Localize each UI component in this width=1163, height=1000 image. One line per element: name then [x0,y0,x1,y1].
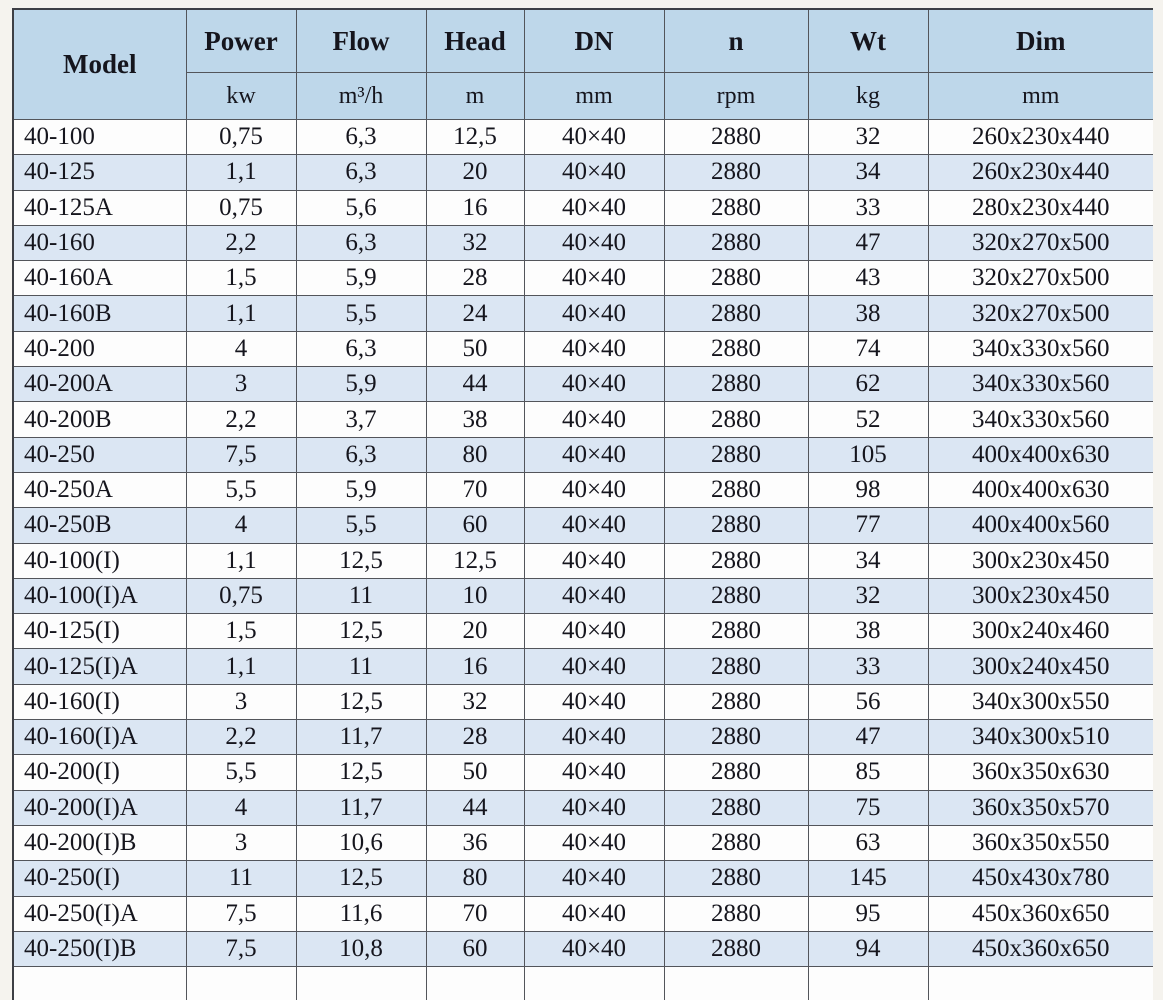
table-row [13,720,1153,755]
table-row [13,508,1153,543]
table-row [13,755,1153,790]
table-row [13,225,1153,260]
table-row [13,578,1153,613]
cell-dn: 40×40 [524,684,664,719]
cell-flow: 5,9 [296,472,426,507]
cell-power: 1,1 [186,155,296,190]
cell-flow: 5,5 [296,296,426,331]
cell-head: 32 [426,684,524,719]
cell-head: 70 [426,472,524,507]
table-row [13,296,1153,331]
cell-dim: 300x230x450 [928,543,1153,578]
cell-dn: 40×40 [524,931,664,966]
cell-model: 40-200 [13,331,186,366]
cell-wt: 43 [808,261,928,296]
empty-cell [664,967,808,1000]
cell-flow: 5,9 [296,367,426,402]
cell-n: 2880 [664,367,808,402]
cell-dim: 280x230x440 [928,190,1153,225]
empty-cell [13,967,186,1000]
cell-n: 2880 [664,684,808,719]
cell-head: 12,5 [426,543,524,578]
cell-n: 2880 [664,472,808,507]
table-row [13,402,1153,437]
cell-n: 2880 [664,790,808,825]
cell-power: 3 [186,684,296,719]
cell-model: 40-200B [13,402,186,437]
cell-head: 80 [426,437,524,472]
cell-model: 40-100(I)A [13,578,186,613]
cell-model: 40-200A [13,367,186,402]
partial-row [13,967,1153,1000]
cell-wt: 56 [808,684,928,719]
column-unit-dim: mm [928,73,1153,120]
cell-dim: 450x430x780 [928,861,1153,896]
cell-wt: 47 [808,720,928,755]
table-row [13,331,1153,366]
cell-dim: 260x230x440 [928,155,1153,190]
cell-dn: 40×40 [524,472,664,507]
cell-dim: 340x330x560 [928,367,1153,402]
cell-dim: 400x400x630 [928,437,1153,472]
column-unit-head: m [426,73,524,120]
cell-power: 1,1 [186,649,296,684]
cell-head: 50 [426,331,524,366]
table-row [13,367,1153,402]
cell-head: 16 [426,649,524,684]
table-row [13,437,1153,472]
cell-wt: 32 [808,578,928,613]
cell-flow: 3,7 [296,402,426,437]
cell-n: 2880 [664,825,808,860]
cell-power: 3 [186,367,296,402]
empty-cell [928,967,1153,1000]
cell-n: 2880 [664,225,808,260]
table-body [13,120,1153,1000]
cell-power: 7,5 [186,896,296,931]
cell-power: 2,2 [186,720,296,755]
cell-model: 40-160A [13,261,186,296]
cell-dn: 40×40 [524,861,664,896]
cell-model: 40-125A [13,190,186,225]
cell-flow: 11,7 [296,790,426,825]
cell-dim: 300x240x460 [928,614,1153,649]
cell-dim: 450x360x650 [928,931,1153,966]
cell-n: 2880 [664,296,808,331]
cell-wt: 52 [808,402,928,437]
table-row [13,155,1153,190]
cell-power: 7,5 [186,437,296,472]
table-row [13,825,1153,860]
cell-wt: 34 [808,155,928,190]
empty-cell [808,967,928,1000]
cell-power: 2,2 [186,225,296,260]
cell-flow: 11,7 [296,720,426,755]
cell-flow: 11 [296,578,426,613]
cell-head: 36 [426,825,524,860]
cell-model: 40-200(I)B [13,825,186,860]
table-row [13,190,1153,225]
cell-head: 50 [426,755,524,790]
cell-dim: 320x270x500 [928,225,1153,260]
cell-dn: 40×40 [524,896,664,931]
cell-dn: 40×40 [524,543,664,578]
cell-n: 2880 [664,931,808,966]
cell-dn: 40×40 [524,155,664,190]
cell-model: 40-250(I)A [13,896,186,931]
table-row [13,931,1153,966]
cell-n: 2880 [664,614,808,649]
cell-wt: 75 [808,790,928,825]
cell-n: 2880 [664,261,808,296]
cell-model: 40-125 [13,155,186,190]
cell-power: 0,75 [186,578,296,613]
table-row [13,896,1153,931]
cell-n: 2880 [664,155,808,190]
cell-power: 1,1 [186,543,296,578]
cell-head: 60 [426,931,524,966]
cell-head: 28 [426,720,524,755]
cell-wt: 34 [808,543,928,578]
cell-head: 20 [426,155,524,190]
cell-dn: 40×40 [524,649,664,684]
table-row [13,614,1153,649]
cell-model: 40-160(I)A [13,720,186,755]
cell-dn: 40×40 [524,120,664,155]
cell-wt: 95 [808,896,928,931]
column-unit-wt: kg [808,73,928,120]
cell-n: 2880 [664,720,808,755]
pump-spec-table-container [12,8,1153,1000]
cell-model: 40-125(I) [13,614,186,649]
cell-model: 40-250(I)B [13,931,186,966]
cell-model: 40-250 [13,437,186,472]
cell-dn: 40×40 [524,402,664,437]
cell-dn: 40×40 [524,508,664,543]
column-unit-power: kw [186,73,296,120]
cell-wt: 33 [808,190,928,225]
cell-model: 40-250A [13,472,186,507]
column-header-flow: Flow [296,9,426,73]
cell-n: 2880 [664,190,808,225]
cell-n: 2880 [664,331,808,366]
cell-wt: 38 [808,614,928,649]
cell-n: 2880 [664,402,808,437]
cell-dim: 450x360x650 [928,896,1153,931]
cell-power: 1,5 [186,614,296,649]
table-row [13,861,1153,896]
column-header-model: Model [13,9,186,120]
cell-dn: 40×40 [524,755,664,790]
cell-wt: 77 [808,508,928,543]
cell-model: 40-160(I) [13,684,186,719]
cell-model: 40-200(I) [13,755,186,790]
cell-flow: 11,6 [296,896,426,931]
cell-dn: 40×40 [524,296,664,331]
cell-flow: 6,3 [296,120,426,155]
table-row [13,543,1153,578]
cell-head: 12,5 [426,120,524,155]
cell-model: 40-250B [13,508,186,543]
column-unit-flow: m³/h [296,73,426,120]
table-row [13,120,1153,155]
cell-head: 16 [426,190,524,225]
cell-dim: 320x270x500 [928,296,1153,331]
cell-flow: 12,5 [296,755,426,790]
cell-power: 1,1 [186,296,296,331]
cell-flow: 12,5 [296,614,426,649]
cell-n: 2880 [664,120,808,155]
cell-head: 28 [426,261,524,296]
cell-n: 2880 [664,649,808,684]
cell-wt: 33 [808,649,928,684]
cell-dim: 320x270x500 [928,261,1153,296]
cell-dim: 400x400x560 [928,508,1153,543]
cell-power: 11 [186,861,296,896]
cell-dn: 40×40 [524,331,664,366]
cell-dim: 340x300x510 [928,720,1153,755]
cell-power: 4 [186,790,296,825]
cell-flow: 5,5 [296,508,426,543]
cell-n: 2880 [664,578,808,613]
cell-head: 44 [426,367,524,402]
cell-wt: 63 [808,825,928,860]
cell-wt: 94 [808,931,928,966]
cell-wt: 47 [808,225,928,260]
column-unit-n: rpm [664,73,808,120]
column-header-head: Head [426,9,524,73]
cell-dim: 400x400x630 [928,472,1153,507]
cell-n: 2880 [664,861,808,896]
cell-dn: 40×40 [524,578,664,613]
cell-dn: 40×40 [524,261,664,296]
cell-model: 40-100(I) [13,543,186,578]
table-row [13,261,1153,296]
cell-dim: 260x230x440 [928,120,1153,155]
cell-model: 40-160B [13,296,186,331]
cell-wt: 32 [808,120,928,155]
cell-wt: 105 [808,437,928,472]
table-row [13,790,1153,825]
cell-wt: 38 [808,296,928,331]
pump-spec-table [12,8,1153,1000]
cell-dn: 40×40 [524,190,664,225]
empty-cell [426,967,524,1000]
cell-model: 40-200(I)A [13,790,186,825]
cell-dim: 300x230x450 [928,578,1153,613]
cell-dn: 40×40 [524,790,664,825]
cell-dim: 360x350x630 [928,755,1153,790]
cell-head: 38 [426,402,524,437]
cell-power: 4 [186,508,296,543]
cell-wt: 62 [808,367,928,402]
cell-power: 1,5 [186,261,296,296]
cell-head: 80 [426,861,524,896]
cell-power: 4 [186,331,296,366]
cell-dim: 340x300x550 [928,684,1153,719]
cell-dim: 360x350x550 [928,825,1153,860]
cell-dn: 40×40 [524,225,664,260]
cell-power: 5,5 [186,755,296,790]
cell-head: 60 [426,508,524,543]
cell-n: 2880 [664,508,808,543]
cell-model: 40-100 [13,120,186,155]
cell-flow: 12,5 [296,543,426,578]
cell-dim: 340x330x560 [928,402,1153,437]
column-unit-dn: mm [524,73,664,120]
cell-dim: 340x330x560 [928,331,1153,366]
cell-head: 70 [426,896,524,931]
cell-n: 2880 [664,755,808,790]
cell-wt: 74 [808,331,928,366]
column-header-dn: DN [524,9,664,73]
cell-model: 40-160 [13,225,186,260]
cell-dn: 40×40 [524,720,664,755]
cell-flow: 6,3 [296,331,426,366]
cell-flow: 6,3 [296,225,426,260]
cell-dn: 40×40 [524,825,664,860]
empty-cell [524,967,664,1000]
cell-dn: 40×40 [524,367,664,402]
cell-head: 20 [426,614,524,649]
cell-flow: 10,6 [296,825,426,860]
table-row [13,684,1153,719]
cell-flow: 11 [296,649,426,684]
empty-cell [296,967,426,1000]
column-header-power: Power [186,9,296,73]
column-header-dim: Dim [928,9,1153,73]
cell-flow: 6,3 [296,155,426,190]
cell-model: 40-250(I) [13,861,186,896]
column-header-n: n [664,9,808,73]
cell-dim: 360x350x570 [928,790,1153,825]
cell-flow: 6,3 [296,437,426,472]
cell-head: 10 [426,578,524,613]
cell-flow: 5,6 [296,190,426,225]
cell-head: 24 [426,296,524,331]
cell-flow: 12,5 [296,684,426,719]
cell-power: 7,5 [186,931,296,966]
cell-wt: 85 [808,755,928,790]
cell-power: 0,75 [186,190,296,225]
cell-power: 5,5 [186,472,296,507]
cell-dn: 40×40 [524,437,664,472]
cell-wt: 98 [808,472,928,507]
cell-n: 2880 [664,543,808,578]
cell-n: 2880 [664,896,808,931]
table-row [13,649,1153,684]
empty-cell [186,967,296,1000]
cell-head: 44 [426,790,524,825]
header-label-row [13,9,1153,73]
cell-dn: 40×40 [524,614,664,649]
cell-power: 3 [186,825,296,860]
cell-flow: 5,9 [296,261,426,296]
cell-power: 0,75 [186,120,296,155]
table-header [13,9,1153,120]
cell-flow: 12,5 [296,861,426,896]
cell-head: 32 [426,225,524,260]
table-row [13,472,1153,507]
cell-n: 2880 [664,437,808,472]
cell-model: 40-125(I)A [13,649,186,684]
cell-wt: 145 [808,861,928,896]
cell-power: 2,2 [186,402,296,437]
cell-flow: 10,8 [296,931,426,966]
cell-dim: 300x240x450 [928,649,1153,684]
column-header-wt: Wt [808,9,928,73]
